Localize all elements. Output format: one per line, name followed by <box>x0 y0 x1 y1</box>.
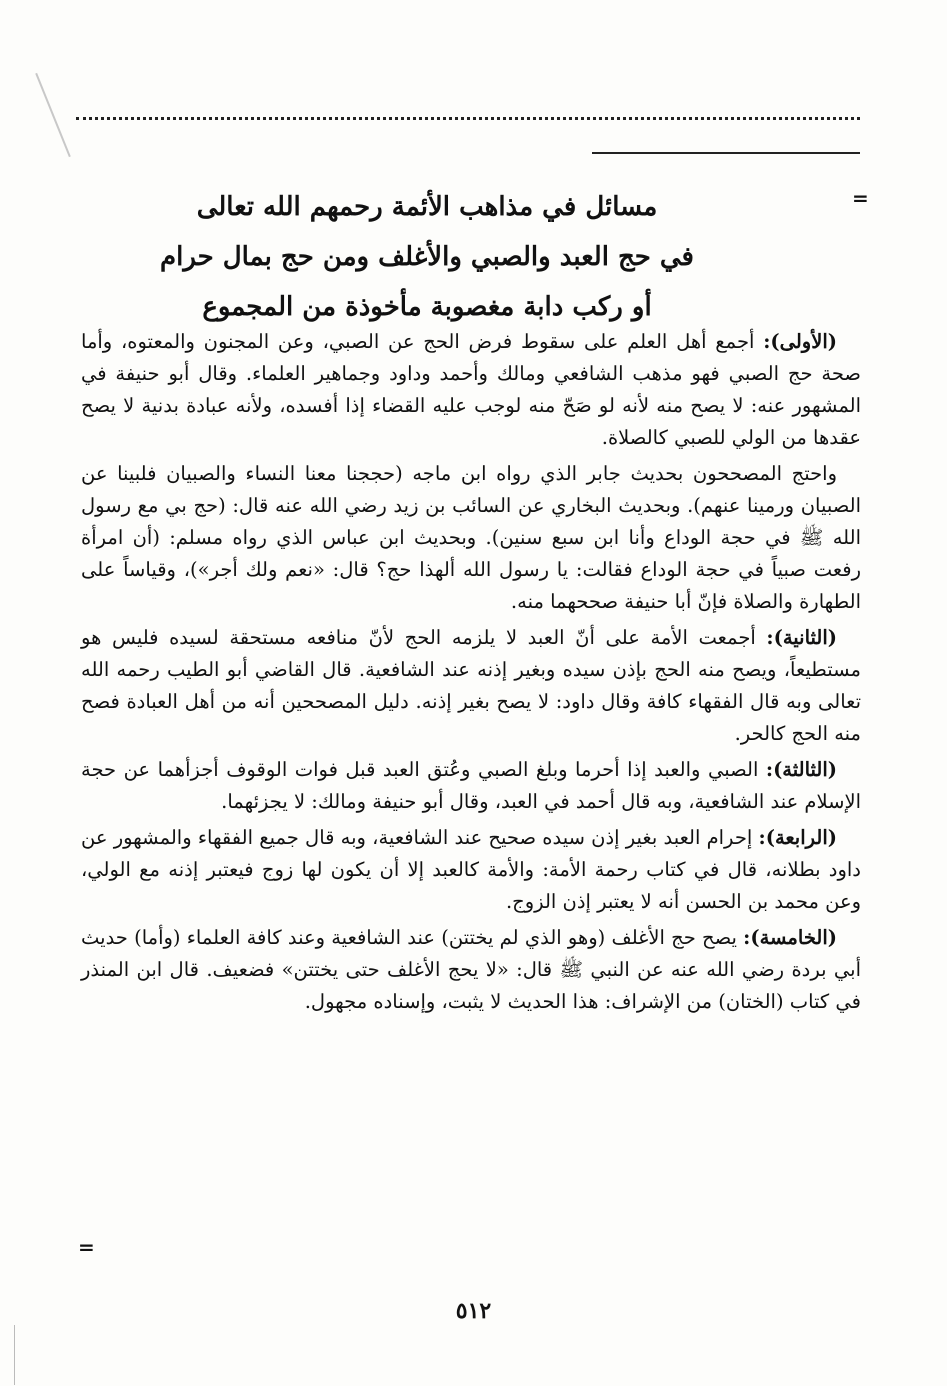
paragraph-label: (الخامسة): <box>743 926 837 949</box>
paragraph-text: أجمع أهل العلم على سقوط فرض الحج عن الصبي، وعن المجنون والمعتوه، وأما صحة حج الصبي فهو مذهب الشافعي ومالك وأحمد وداود وجماهير العلماء. وقال أبو حنيفة في المشهور عنه: لا يصح منه لأنه لو صَحّ منه لوجب عليه القضاء إذا أفسده، ولأنه عبادة بدنية لا يصح عقدها من الولي للصبي كالصلاة. <box>81 330 861 449</box>
paragraph-second <box>81 622 861 750</box>
paragraph-third <box>81 754 861 818</box>
dotted-separator <box>76 117 860 120</box>
section-title <box>127 182 727 332</box>
title-line-1: مسائل في مذاهب الأئمة رحمهم الله تعالى <box>196 192 658 222</box>
margin-mark-bottom: = <box>78 1235 95 1259</box>
paragraph-label: (الثانية): <box>766 626 837 649</box>
paragraph-label: (الأولى): <box>763 330 837 353</box>
paragraph-fifth <box>81 922 861 1018</box>
paragraph-text: الصبي والعبد إذا أحرما وبلغ الصبي وعُتق العبد قبل فوات الوقوف أجزأهما عن حجة الإسلام عند الشافعية، وبه قال أحمد في العبد، وقال أبو حنيفة ومالك: لا يجزئهما. <box>81 758 861 813</box>
margin-mark-top: = <box>852 186 869 210</box>
scan-artifact-edge <box>14 1325 15 1385</box>
paragraph-fourth <box>81 822 861 918</box>
paragraph-label: (الرابعة): <box>758 826 837 849</box>
paragraph-text: واحتج المصححون بحديث جابر الذي رواه ابن ماجه (حججنا معنا النساء والصبيان فلبينا عن الصبيان ورمينا عنهم). وبحديث البخاري عن السائب بن زيد رضي الله عنه قال: (حج بي مع رسول الله ﷺ في حجة الوداع وأنا ابن سبع سنين). وبحديث ابن عباس الذي رواه مسلم: (أن امرأة رفعت صبياً في حجة الوداع فقالت: يا رسول الله ألهذا حج؟ قال: «نعم ولك أجر»)، وقياساً على الطهارة والصلاة فإنّ أبا حنيفة صححهما منه. <box>81 462 861 613</box>
paragraph-first <box>81 326 861 454</box>
body-text <box>81 326 861 1022</box>
scan-artifact-line <box>35 73 71 157</box>
title-line-2: في حج العبد والصبي والأغلف ومن حج بمال حرام <box>160 242 694 272</box>
page-number: ٥١٢ <box>455 1298 492 1324</box>
paragraph-text: أجمعت الأمة على أنّ العبد لا يلزمه الحج لأنّ منافعه مستحقة لسيده فليس هو مستطيعاً، ويصح منه الحج بإذن سيده وبغير إذنه عند الشافعية. قال القاضي أبو الطيب رحمه الله تعالى وبه قال الفقهاء كافة وقال داود: لا يصح بغير إذنه. دليل المصححين أنه من أهل العبادة فصح منه الحج كالحر. <box>81 626 861 745</box>
paragraph-evidence <box>81 458 861 618</box>
paragraph-text: يصح حج الأغلف (وهو الذي لم يختتن) عند الشافعية وعند كافة العلماء (وأما) حديث أبي بردة رضي الله عنه عن النبي ﷺ قال: «لا يحج الأغلف حتى يختتن» فضعيف. قال ابن المنذر في كتاب (الختان) من الإشراف: هذا الحديث لا يثبت، وإسناده مجهول. <box>81 926 861 1013</box>
title-line-3: أو ركب دابة مغصوبة مأخوذة من المجموع <box>202 292 652 322</box>
paragraph-text: إحرام العبد بغير إذن سيده صحيح عند الشافعية، وبه قال جميع الفقهاء والمشهور عن داود بطلانه، قال في كتاب رحمة الأمة: والأمة كالعبد إلا أن يكون لها زوج فيعتبر إذنه مع الولي، وعن محمد بن الحسن أنه لا يعتبر إذن الزوج. <box>81 826 861 913</box>
paragraph-label: (الثالثة): <box>765 758 837 781</box>
header-rule <box>592 152 860 154</box>
